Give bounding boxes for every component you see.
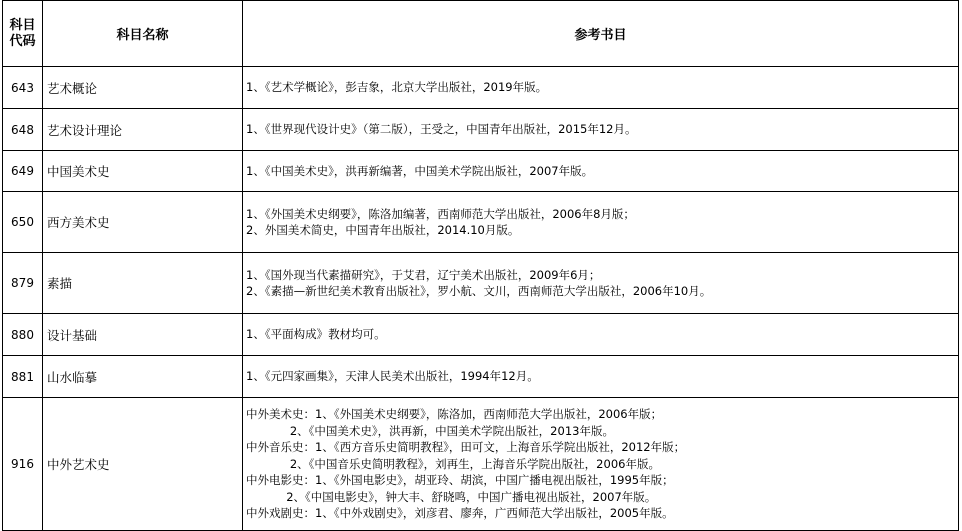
reference-books bbox=[243, 314, 959, 356]
table-row bbox=[3, 314, 959, 356]
subject-code: 650 bbox=[3, 192, 43, 253]
reference-line: 2、《中国音乐史简明教程》，刘再生，上海音乐学院出版社，2006年版。 bbox=[246, 456, 660, 471]
reference-line: 1、《平面构成》教材均可。 bbox=[246, 327, 386, 342]
reference-line: 中外电影史：1、《外国电影史》，胡亚玲、胡滨，中国广播电视出版社，1995年版； bbox=[246, 473, 674, 488]
header-subject-name: 科目名称 bbox=[43, 1, 243, 67]
subject-code: 881 bbox=[3, 356, 43, 398]
reference-line: 1、《世界现代设计史》（第二版），王受之，中国青年出版社，2015年12月。 bbox=[246, 122, 637, 137]
header-reference-books: 参考书目 bbox=[243, 1, 959, 67]
reference-books bbox=[243, 109, 959, 151]
subject-code: 880 bbox=[3, 314, 43, 356]
subject-name: 艺术设计理论 bbox=[43, 109, 243, 151]
subject-code: 916 bbox=[3, 398, 43, 531]
reference-line: 2、《中国美术史》，洪再新，中国美术学院出版社，2013年版。 bbox=[246, 423, 614, 438]
subject-code: 879 bbox=[3, 253, 43, 314]
reference-line: 1、《艺术学概论》，彭吉象，北京大学出版社，2019年版。 bbox=[246, 80, 548, 95]
subject-name: 设计基础 bbox=[43, 314, 243, 356]
header-code-line2: 代码 bbox=[9, 33, 36, 49]
reference-books bbox=[243, 67, 959, 109]
table-row bbox=[3, 398, 959, 531]
subject-name: 艺术概论 bbox=[43, 67, 243, 109]
subject-name: 中国美术史 bbox=[43, 151, 243, 192]
subject-name: 西方美术史 bbox=[43, 192, 243, 253]
reference-books bbox=[243, 192, 959, 253]
table-row bbox=[3, 109, 959, 151]
header-subject-code bbox=[3, 1, 43, 67]
subject-code: 648 bbox=[3, 109, 43, 151]
subject-code: 649 bbox=[3, 151, 43, 192]
reference-books-table bbox=[2, 0, 959, 531]
reference-line: 1、《元四家画集》，天津人民美术出版社，1994年12月。 bbox=[246, 369, 539, 384]
subject-name: 山水临摹 bbox=[43, 356, 243, 398]
subject-code: 643 bbox=[3, 67, 43, 109]
reference-books bbox=[243, 356, 959, 398]
reference-books bbox=[243, 253, 959, 314]
reference-line: 2、《中国电影史》，钟大丰、舒晓鸣，中国广播电视出版社，2007年版。 bbox=[246, 489, 657, 504]
subject-name: 中外艺术史 bbox=[43, 398, 243, 531]
header-row bbox=[3, 1, 959, 67]
reference-line: 中外戏剧史：1、《中外戏剧史》，刘彦君、廖奔，广西师范大学出版社，2005年版。 bbox=[246, 506, 674, 521]
reference-books bbox=[243, 398, 959, 531]
table-row bbox=[3, 253, 959, 314]
reference-books bbox=[243, 151, 959, 192]
table-row bbox=[3, 356, 959, 398]
reference-line: 中外美术史：1、《外国美术史纲要》，陈洛加，西南师范大学出版社，2006年版； bbox=[246, 407, 663, 422]
reference-line: 1、《国外现当代素描研究》，于艾君，辽宁美术出版社，2009年6月； bbox=[246, 267, 601, 282]
reference-line: 2、《素描—新世纪美术教育出版社》，罗小航、文川，西南师范大学出版社，2006年10月。 bbox=[246, 284, 712, 298]
reference-line: 中外音乐史：1、《西方音乐史简明教程》，田可文，上海音乐学院出版社，2012年版； bbox=[246, 440, 686, 455]
table-row bbox=[3, 192, 959, 253]
header-code-line1: 科目 bbox=[9, 17, 36, 33]
reference-line: 1、《中国美术史》，洪再新编著，中国美术学院出版社，2007年版。 bbox=[246, 163, 594, 178]
reference-line: 2、外国美术简史，中国青年出版社，2014.10月版。 bbox=[246, 223, 520, 237]
subject-name: 素描 bbox=[43, 253, 243, 314]
reference-line: 1、《外国美术史纲要》，陈洛加编著，西南师范大学出版社，2006年8月版； bbox=[246, 206, 635, 221]
table-row bbox=[3, 67, 959, 109]
table-row bbox=[3, 151, 959, 192]
